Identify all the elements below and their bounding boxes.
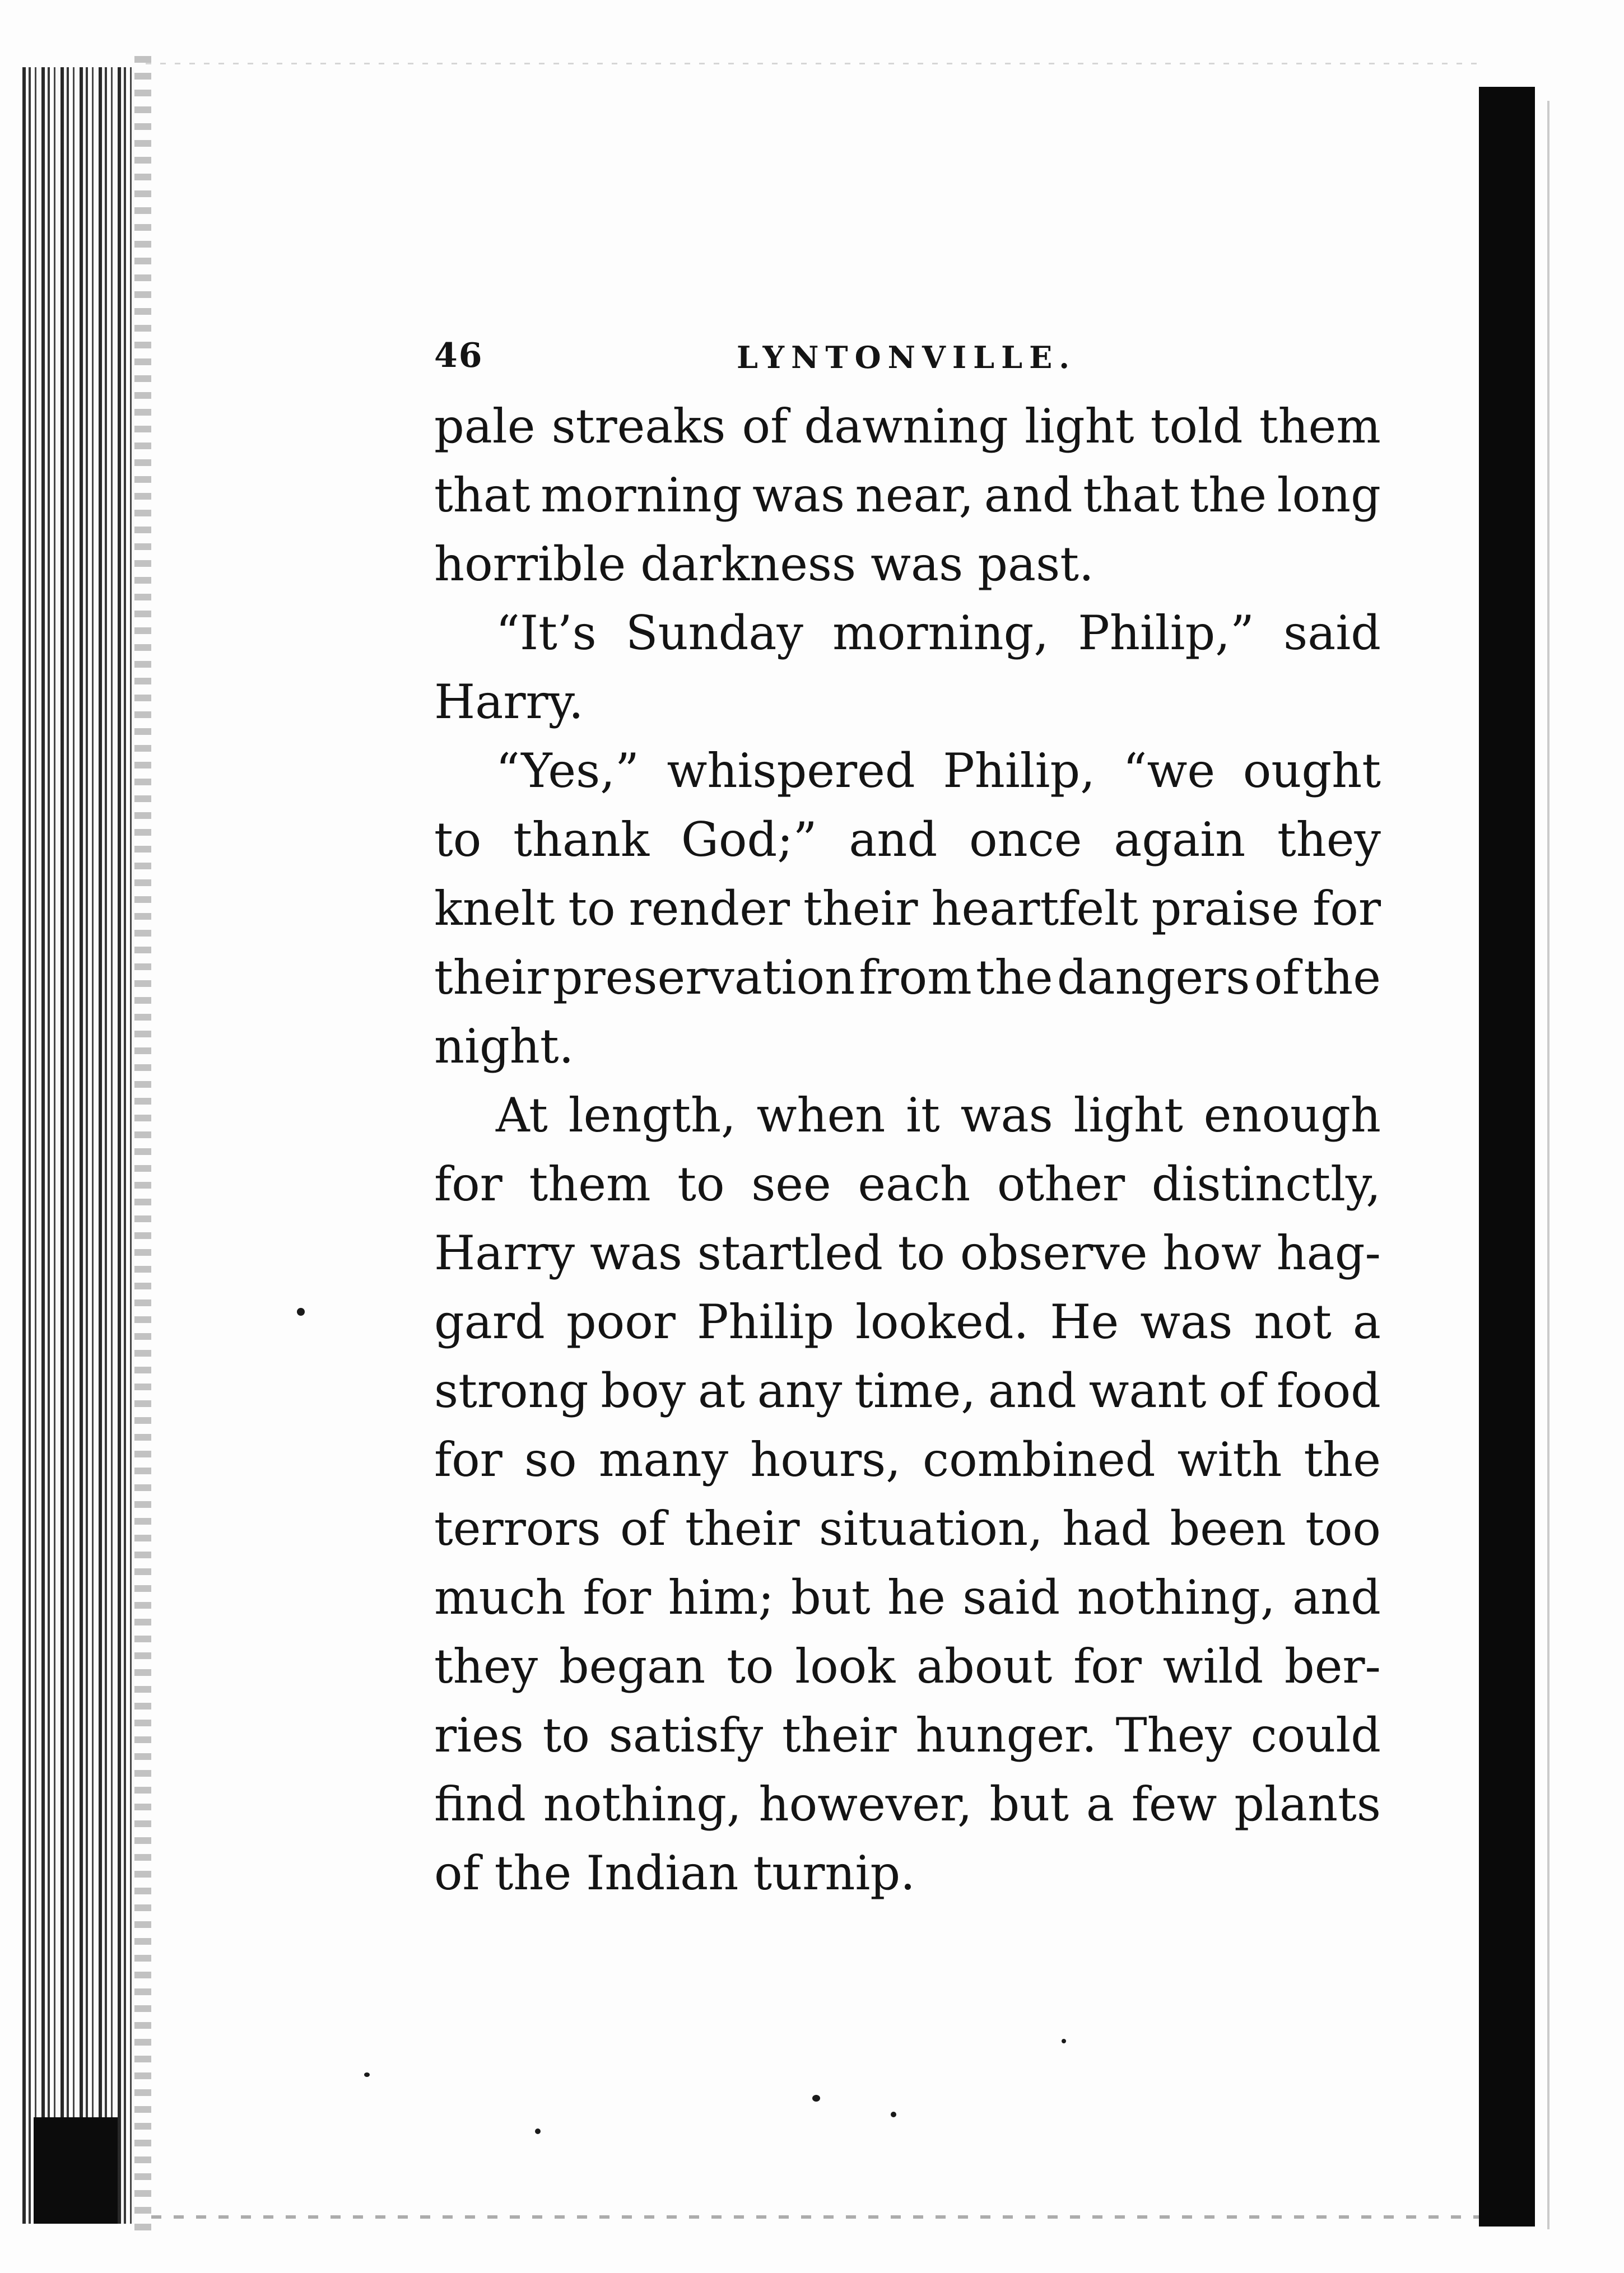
word: He	[1050, 1294, 1119, 1349]
word: again	[1114, 812, 1246, 867]
word: plants	[1234, 1777, 1381, 1832]
word: their	[781, 1708, 897, 1763]
word: whispered	[667, 743, 915, 798]
word: ber-	[1284, 1639, 1381, 1694]
word: for	[434, 1432, 502, 1487]
word: the	[1189, 468, 1267, 523]
word: strong	[434, 1363, 589, 1418]
word: and	[849, 812, 938, 867]
text-line	[434, 461, 1381, 530]
word: it	[906, 1088, 940, 1143]
word: not	[1254, 1294, 1332, 1349]
word: startled	[697, 1226, 883, 1280]
word: the	[1304, 1432, 1381, 1487]
word: been	[1170, 1501, 1286, 1556]
text-line	[434, 1081, 1381, 1150]
word: the	[975, 950, 1053, 1005]
text-line	[434, 1426, 1381, 1494]
word: boy	[601, 1363, 686, 1418]
word: their	[803, 881, 918, 936]
word: of	[620, 1501, 666, 1556]
text-line	[434, 599, 1381, 668]
word: was	[871, 537, 964, 591]
word: once	[969, 812, 1082, 867]
word: preservation	[552, 950, 855, 1005]
word: knelt	[434, 881, 555, 936]
word: hag-	[1276, 1226, 1381, 1280]
word: hunger.	[915, 1708, 1097, 1763]
text-line	[434, 1701, 1381, 1770]
word: They	[1115, 1708, 1232, 1763]
word: “It’s	[496, 605, 597, 660]
word: Philip,”	[1078, 605, 1254, 660]
word: Philip	[696, 1294, 834, 1349]
word: nothing,	[1077, 1570, 1276, 1625]
word: dawning	[804, 399, 1008, 454]
word: a	[1086, 1777, 1114, 1832]
word: from	[859, 950, 972, 1005]
running-header	[434, 336, 1375, 386]
word: however,	[759, 1777, 972, 1832]
word: few	[1131, 1777, 1217, 1832]
text-line	[434, 943, 1381, 1012]
word: any	[757, 1363, 843, 1418]
word: when	[756, 1088, 886, 1143]
text-line	[434, 1150, 1381, 1219]
text-line	[434, 392, 1381, 461]
word: enough	[1203, 1088, 1381, 1143]
word: of	[742, 399, 788, 454]
word: long	[1277, 468, 1381, 523]
word: Indian	[586, 1846, 739, 1901]
word: that	[434, 468, 531, 523]
word: light	[1073, 1088, 1183, 1143]
word: was	[752, 468, 845, 523]
word: many	[598, 1432, 729, 1487]
word: they	[1277, 812, 1381, 867]
gutter-shadow	[134, 56, 151, 2241]
word: wild	[1162, 1639, 1264, 1694]
word: and	[1292, 1570, 1381, 1625]
word: the	[494, 1846, 572, 1901]
word: each	[858, 1157, 971, 1212]
word: nothing,	[543, 1777, 742, 1832]
running-title: LYNTONVILLE.	[737, 339, 1077, 375]
text-line	[434, 1357, 1381, 1426]
top-scan-edge	[146, 63, 1479, 64]
binding-dark-block	[34, 2117, 118, 2224]
word: Harry.	[434, 674, 584, 729]
word: morning,	[832, 605, 1049, 660]
word: Harry	[434, 1226, 575, 1280]
word: darkness	[640, 537, 857, 591]
word: time,	[854, 1363, 976, 1418]
word: hours,	[750, 1432, 901, 1487]
text-line	[434, 1839, 1381, 1908]
word: distinctly,	[1151, 1157, 1381, 1212]
word: for	[583, 1570, 652, 1625]
word: dangers	[1057, 950, 1250, 1005]
text-line	[434, 874, 1381, 943]
word: “Yes,”	[496, 743, 639, 798]
word: food	[1276, 1363, 1381, 1418]
word: he	[887, 1570, 946, 1625]
text-line	[434, 737, 1381, 805]
text-line	[434, 668, 1381, 737]
word: Philip,	[943, 743, 1095, 798]
text-line	[434, 1219, 1381, 1288]
word: but	[790, 1570, 871, 1625]
word: that	[1083, 468, 1179, 523]
word: night.	[434, 1019, 574, 1074]
word: for	[1073, 1639, 1142, 1694]
word: length,	[568, 1088, 736, 1143]
word: observe	[960, 1226, 1148, 1280]
word: was	[589, 1226, 682, 1280]
word: too	[1305, 1501, 1381, 1556]
word: satisfy	[608, 1708, 764, 1763]
word: find	[434, 1777, 526, 1832]
word: render	[629, 881, 790, 936]
word: At	[496, 1088, 548, 1143]
text-line	[434, 805, 1381, 874]
word: how	[1162, 1226, 1262, 1280]
word: for	[1313, 881, 1381, 936]
print-speck	[891, 2112, 896, 2117]
word: to	[434, 812, 482, 867]
text-line	[434, 1494, 1381, 1563]
bottom-scan-edge	[151, 2215, 1479, 2219]
word: combined	[923, 1432, 1156, 1487]
word: and	[984, 468, 1073, 523]
print-speck	[297, 1308, 305, 1316]
word: with	[1177, 1432, 1282, 1487]
word: heartfelt	[931, 881, 1138, 936]
print-speck	[1062, 2039, 1066, 2043]
word: terrors	[434, 1501, 601, 1556]
word: of	[1254, 950, 1300, 1005]
word: a	[1352, 1294, 1381, 1349]
word: was	[1140, 1294, 1233, 1349]
page-edge-line	[1547, 101, 1549, 2229]
word: situation,	[818, 1501, 1043, 1556]
word: they	[434, 1639, 538, 1694]
word: much	[434, 1570, 566, 1625]
word: thank	[513, 812, 650, 867]
text-line	[434, 1563, 1381, 1632]
text-line	[434, 1012, 1381, 1081]
print-speck	[812, 2095, 820, 2102]
word: poor	[566, 1294, 676, 1349]
text-line	[434, 1770, 1381, 1839]
page-number: 46	[434, 336, 483, 375]
word: looked.	[855, 1294, 1029, 1349]
word: of	[434, 1846, 480, 1901]
word: at	[698, 1363, 745, 1418]
word: for	[434, 1157, 502, 1212]
word: light	[1025, 399, 1134, 454]
word: see	[751, 1157, 831, 1212]
word: the	[1304, 950, 1381, 1005]
word: their	[434, 950, 549, 1005]
text-line	[434, 1632, 1381, 1701]
print-speck	[535, 2128, 541, 2134]
body-text	[434, 392, 1381, 1908]
word: but	[989, 1777, 1069, 1832]
word: said	[1283, 605, 1381, 660]
word: near,	[855, 468, 974, 523]
word: them	[529, 1157, 651, 1212]
word: to	[568, 881, 616, 936]
word: to	[897, 1226, 946, 1280]
word: ought	[1243, 743, 1381, 798]
word: to	[677, 1157, 725, 1212]
word: ries	[434, 1708, 524, 1763]
word: their	[685, 1501, 800, 1556]
word: so	[524, 1432, 577, 1487]
word: told	[1150, 399, 1243, 454]
word: look	[795, 1639, 896, 1694]
word: could	[1250, 1708, 1381, 1763]
book-binding-gutter	[22, 67, 134, 2224]
word: other	[997, 1157, 1125, 1212]
word: about	[916, 1639, 1053, 1694]
word: pale	[434, 399, 536, 454]
word: want	[1088, 1363, 1207, 1418]
word: God;”	[681, 812, 817, 867]
word: him;	[668, 1570, 774, 1625]
word: past.	[978, 537, 1094, 591]
print-speck	[364, 2072, 370, 2077]
page-edge-shadow	[1479, 87, 1535, 2227]
word: and	[988, 1363, 1077, 1418]
word: had	[1062, 1501, 1151, 1556]
word: turnip.	[753, 1846, 915, 1901]
word: “we	[1123, 743, 1216, 798]
word: to	[542, 1708, 590, 1763]
text-line	[434, 530, 1381, 599]
word: morning	[541, 468, 742, 523]
word: was	[960, 1088, 1053, 1143]
text-line	[434, 1288, 1381, 1357]
word: horrible	[434, 537, 626, 591]
word: Sunday	[625, 605, 803, 660]
word: began	[559, 1639, 706, 1694]
word: praise	[1151, 881, 1300, 936]
word: to	[727, 1639, 774, 1694]
word: said	[962, 1570, 1060, 1625]
word: of	[1218, 1363, 1265, 1418]
word: them	[1259, 399, 1381, 454]
word: streaks	[551, 399, 726, 454]
word: gard	[434, 1294, 545, 1349]
